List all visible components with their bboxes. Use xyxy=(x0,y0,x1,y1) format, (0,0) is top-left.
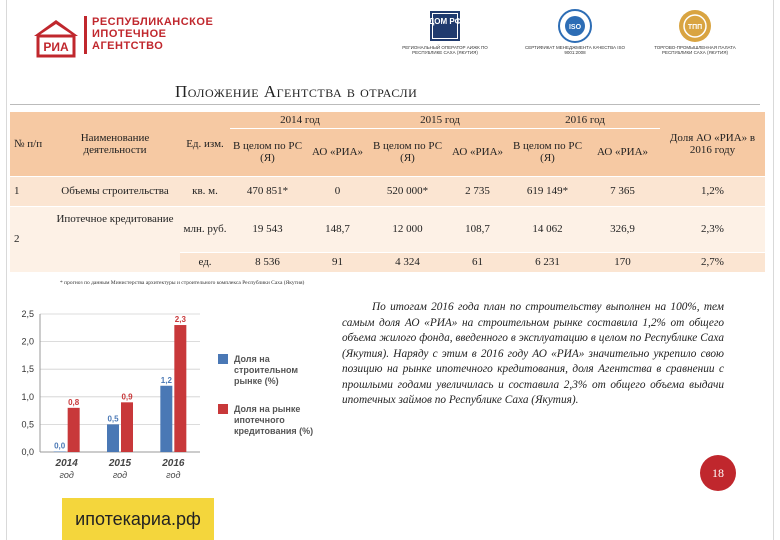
agency-name-line-3: АГЕНТСТВО xyxy=(92,40,164,52)
header-total-2016: В целом по РС (Я) xyxy=(510,128,585,176)
row-value: 8 536 xyxy=(230,252,305,272)
row-value: 61 xyxy=(445,252,510,272)
row-value: 170 xyxy=(585,252,660,272)
row-value: 470 851* xyxy=(230,176,305,206)
y-tick-label: 2,5 xyxy=(21,309,34,319)
partner-tpp xyxy=(640,8,750,55)
bar-construction xyxy=(107,424,119,452)
header-year-2014: 2014 год xyxy=(230,112,370,128)
legend-swatch xyxy=(218,354,228,364)
row-value: 619 149* xyxy=(510,176,585,206)
row-value: 7 365 xyxy=(585,176,660,206)
row-value: 19 543 xyxy=(230,206,305,252)
row-value: 91 xyxy=(305,252,370,272)
header-ao-2016: АО «РИА» xyxy=(585,128,660,176)
industry-position-table xyxy=(10,112,765,273)
header-unit: Ед. изм. xyxy=(180,112,230,176)
row-value: 2 735 xyxy=(445,176,510,206)
y-tick-label: 2,0 xyxy=(21,336,34,347)
row-value: 4 324 xyxy=(370,252,445,272)
bar-construction xyxy=(54,452,66,453)
frame-right-line xyxy=(773,0,774,540)
footnote: * прогноз по данным Министерства архитектуры и строительного комплекса Республики Саха (Якутия) xyxy=(60,280,305,286)
row-activity: Ипотечное кредитование xyxy=(50,206,180,272)
header-total-2015: В целом по РС (Я) xyxy=(370,128,445,176)
partner-dom-rf xyxy=(400,8,490,55)
header-total-2014: В целом по РС (Я) xyxy=(230,128,305,176)
row-value: 148,7 xyxy=(305,206,370,252)
header-number: № п/п xyxy=(10,112,50,176)
row-number: 2 xyxy=(10,206,50,272)
summary-paragraph: По итогам 2016 года план по строительству выполнен на 100%, тем самым доля АО «РИА» на строительном рынке составила 1,2% от общего объема жилого фонда, введенного в эксплуатацию в целом по Республике Саха (Якутия). Наряду с этим в 2016 году АО «РИА» значительно укрепило свою позицию на рынке ипотечного кредитования, доля Агентства в сравнении с прошлыми годами увеличилась и составила 2,3% от общего объема выдачи ипотечных займов по Республике Саха (Якутия). xyxy=(342,301,724,406)
header-share: Доля АО «РИА» в 2016 году xyxy=(660,112,765,176)
x-tick-label: 2016 xyxy=(162,458,185,469)
row-value: 14 062 xyxy=(510,206,585,252)
y-tick-label: 0,5 xyxy=(21,419,34,430)
x-tick-label-sub: год xyxy=(166,470,181,480)
row-share: 2,7% xyxy=(660,252,765,272)
legend-label: Доля на xyxy=(234,354,270,364)
site-banner: ипотекариа.рф xyxy=(62,498,214,540)
svg-text:ТПП: ТПП xyxy=(687,24,703,31)
partner-iso-caption: СЕРТИФИКАТ МЕНЕДЖМЕНТА КАЧЕСТВА ISO 9001:2008 xyxy=(525,45,625,55)
table-row xyxy=(10,206,765,252)
legend-swatch xyxy=(218,404,228,414)
data-label: 0,5 xyxy=(107,414,119,424)
legend-label: строительном xyxy=(234,365,299,375)
agency-name xyxy=(92,16,213,52)
frame-left-line xyxy=(6,0,7,540)
x-tick-label-sub: год xyxy=(59,470,74,480)
header-activity: Наименование деятельности xyxy=(50,112,180,176)
title-divider xyxy=(10,104,760,105)
agency-name-line-2: ИПОТЕЧНОЕ xyxy=(92,28,167,40)
x-tick-label-sub: год xyxy=(112,470,128,480)
x-tick-label: 2014 xyxy=(55,458,78,469)
row-activity: Объемы строительства xyxy=(50,176,180,206)
header-year-2015: 2015 год xyxy=(370,112,510,128)
header-year-2016: 2016 год xyxy=(510,112,660,128)
row-number: 1 xyxy=(10,176,50,206)
data-label: 2,3 xyxy=(174,315,186,325)
row-unit: ед. xyxy=(180,252,230,272)
row-value: 6 231 xyxy=(510,252,585,272)
x-tick-label: 2015 xyxy=(108,458,132,469)
page-number: 18 xyxy=(700,455,736,491)
partner-tpp-caption: ТОРГОВО-ПРОМЫШЛЕННАЯ ПАЛАТА РЕСПУБЛИКИ САХА (ЯКУТИЯ) xyxy=(654,45,736,55)
legend-label: кредитования (%) xyxy=(234,426,314,436)
row-unit: кв. м. xyxy=(180,176,230,206)
data-label: 0,9 xyxy=(121,392,133,402)
y-tick-label: 1,5 xyxy=(21,364,34,375)
agency-name-line-1: РЕСПУБЛИКАНСКОЕ xyxy=(92,16,214,28)
tpp-emblem-icon xyxy=(677,8,713,44)
row-value: 12 000 xyxy=(370,206,445,252)
partner-dom-rf-caption: РЕГИОНАЛЬНЫЙ ОПЕРАТОР АИЖК ПО РЕСПУБЛИКЕ САХА (ЯКУТИЯ) xyxy=(402,45,488,55)
bar-mortgage xyxy=(174,325,186,452)
house-icon xyxy=(30,18,82,58)
market-share-chart xyxy=(10,306,340,484)
table-row xyxy=(10,176,765,206)
row-value: 520 000* xyxy=(370,176,445,206)
legend-label: ипотечного xyxy=(234,415,285,425)
bar-mortgage xyxy=(121,402,133,452)
row-value: 108,7 xyxy=(445,206,510,252)
data-label: 0,0 xyxy=(54,441,66,451)
iso-badge-icon xyxy=(557,8,593,44)
data-label: 1,2 xyxy=(160,375,172,385)
row-value: 326,9 xyxy=(585,206,660,252)
svg-text:РИА: РИА xyxy=(43,40,69,54)
dom-rf-logo-icon xyxy=(427,8,463,44)
row-share: 1,2% xyxy=(660,176,765,206)
y-tick-label: 1,0 xyxy=(21,391,34,402)
agency-logo xyxy=(30,12,230,58)
legend-label: Доля на рынке xyxy=(234,404,301,414)
svg-text:ДОМ РФ: ДОМ РФ xyxy=(428,17,462,26)
row-share: 2,3% xyxy=(660,206,765,252)
row-value: 0 xyxy=(305,176,370,206)
row-unit: млн. руб. xyxy=(180,206,230,252)
header-ao-2014: АО «РИА» xyxy=(305,128,370,176)
bar-construction xyxy=(160,386,172,452)
svg-text:ISO: ISO xyxy=(568,24,582,31)
partner-iso xyxy=(520,8,630,55)
y-tick-label: 0,0 xyxy=(21,447,34,457)
bar-mortgage xyxy=(68,408,80,452)
header-ao-2015: АО «РИА» xyxy=(445,128,510,176)
legend-label: рынке (%) xyxy=(234,376,279,386)
page-title: Положение Агентства в отрасли xyxy=(175,82,418,101)
data-label: 0,8 xyxy=(68,397,80,407)
